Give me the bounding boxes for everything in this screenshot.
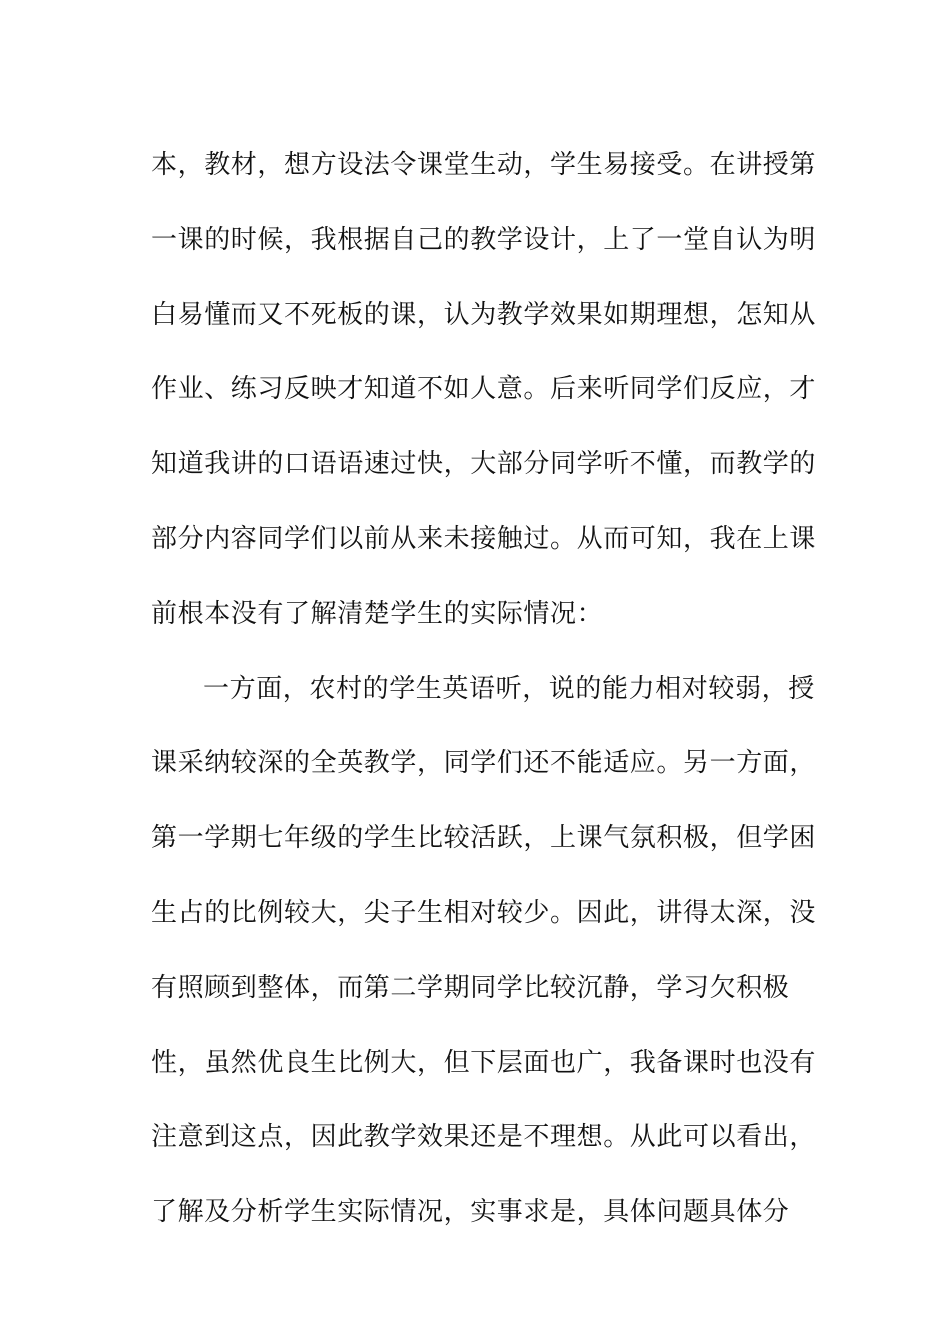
text-line: 本，教材，想方设法令课堂生动，学生易接受。在讲授第 bbox=[151, 150, 817, 180]
text-line: 性，虽然优良生比例大，但下层面也广，我备课时也没有 bbox=[151, 1047, 817, 1078]
text-line: 一课的时候，我根据自己的教学设计，上了一堂自认为明 bbox=[151, 224, 817, 255]
text-line: 白易懂而又不死板的课，认为教学效果如期理想，怎知从 bbox=[151, 299, 817, 330]
text-line: 有照顾到整体，而第二学期同学比较沉静，学习欠积极 bbox=[151, 972, 790, 1003]
paragraph-first-line: 一方面，农村的学生英语听，说的能力相对较弱，授 bbox=[203, 673, 815, 704]
text-line: 课采纳较深的全英教学，同学们还不能适应。另一方面， bbox=[151, 748, 817, 779]
text-line: 部分内容同学们以前从来未接触过。从而可知，我在上课 bbox=[151, 523, 817, 554]
text-line: 作业、练习反映才知道不如人意。后来听同学们反应，才 bbox=[151, 374, 817, 405]
document-body bbox=[151, 128, 817, 1250]
text-line: 第一学期七年级的学生比较活跃，上课气氛积极，但学困 bbox=[151, 823, 817, 854]
text-line: 知道我讲的口语语速过快，大部分同学听不懂，而教学的 bbox=[151, 449, 817, 480]
text-line: 生占的比例较大，尖子生相对较少。因此，讲得太深，没 bbox=[151, 897, 817, 928]
text-line: 前根本没有了解清楚学生的实际情况： bbox=[151, 598, 604, 629]
text-line: 注意到这点，因此教学效果还是不理想。从此可以看出， bbox=[151, 1122, 817, 1153]
text-line: 了解及分析学生实际情况，实事求是，具体问题具体分 bbox=[151, 1197, 790, 1228]
